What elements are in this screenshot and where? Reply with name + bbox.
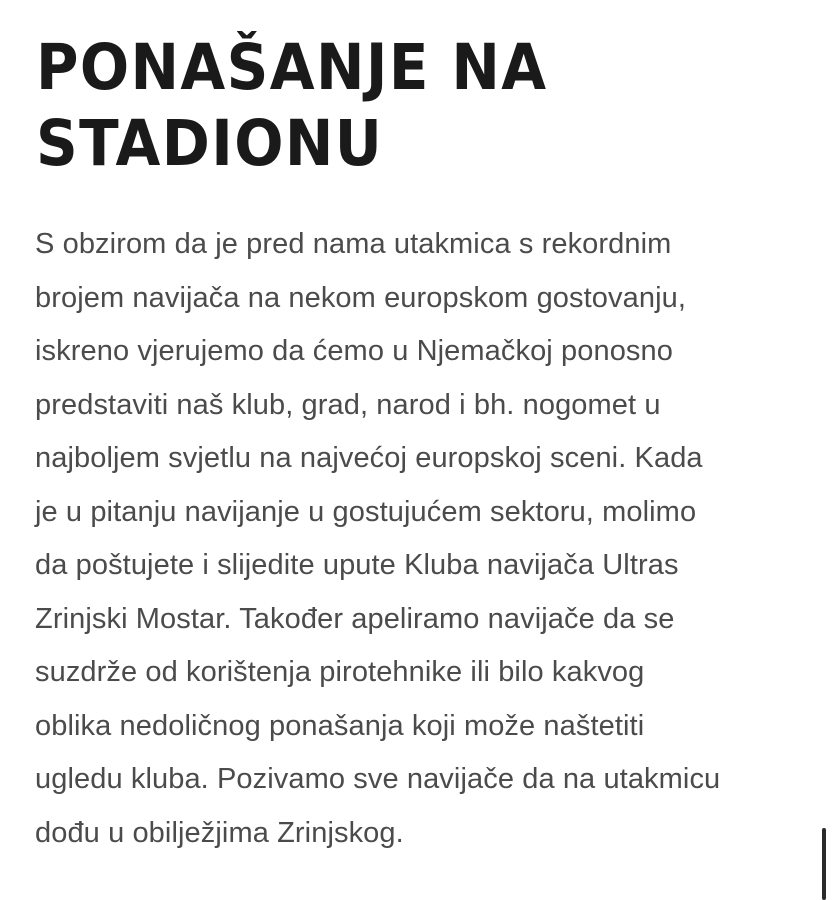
body-line: brojem navijača na nekom europskom gostovanju, [35,281,687,314]
body-line: da poštujete i slijedite upute Kluba navijača Ultras [35,549,679,581]
body-line: ugledu kluba. Pozivamo sve navijače da na utakmicu [35,763,721,795]
body-line: najboljem svjetlu na najvećoj europskoj sceni. Kada [35,442,703,474]
title-line: PONAŠANJE NA [36,31,548,104]
article-title [36,30,735,182]
body-line: iskreno vjerujemo da ćemo u Njemačkoj ponosno [35,335,673,367]
body-line: suzdrže od korištenja pirotehnike ili bilo kakvog [35,656,645,688]
body-line: Zrinjski Mostar. Također apeliramo navijače da se [35,602,675,635]
title-line: STADIONU [36,107,384,180]
article-body [35,218,825,860]
body-line: je u pitanju navijanje u gostujućem sektoru, molimo [35,495,697,528]
body-line: oblika nedoličnog ponašanja koji može naštetiti [35,709,645,742]
body-line: dođu u obilježjima Zrinjskog. [35,816,404,849]
scrollbar-thumb[interactable] [822,828,826,900]
body-line: S obzirom da je pred nama utakmica s rekordnim [35,228,672,260]
body-line: predstaviti naš klub, grad, narod i bh. nogomet u [35,388,661,421]
